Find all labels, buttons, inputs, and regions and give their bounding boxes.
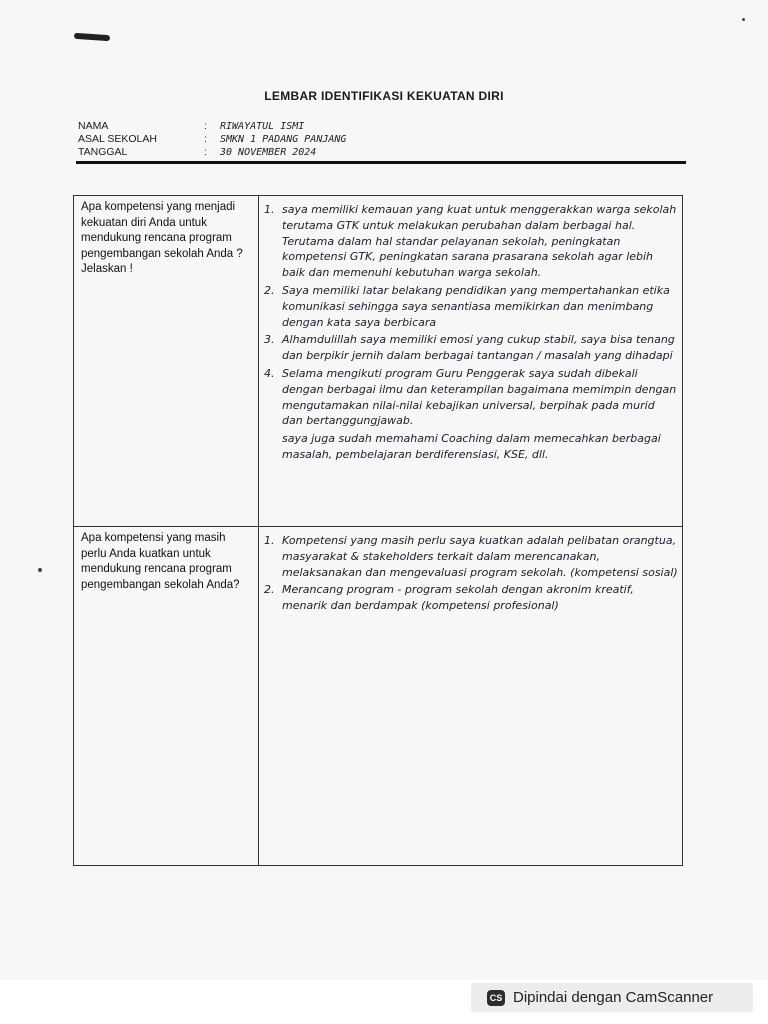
- row-divider: [74, 526, 682, 527]
- list-item: [264, 582, 678, 614]
- competency-table: [73, 195, 683, 866]
- additional-note: saya juga sudah memahami Coaching dalam memecahkan berbagai masalah, pembelajaran berdiferensiasi, KSE, dll.: [282, 432, 661, 461]
- item-text: Alhamdulillah saya memiliki emosi yang cukup stabil, saya bisa tenang dan berpikir jernih dalam berbagai tantangan / masalah yang dihadapi: [282, 333, 675, 363]
- list-item: [264, 283, 678, 330]
- item-text: Selama mengikuti program Guru Penggerak saya sudah dibekali dengan berbagai ilmu dan keterampilan bagaimana memimpin dengan mengutamakan nilai-nilai kebajikan universal, berpihak pada murid dan bertanggungjawab.: [282, 366, 677, 428]
- field-row-name: [78, 120, 346, 133]
- question-strengths: Apa kompetensi yang menjadi kekuatan diri Anda untuk mendukung rencana program pengembangan sekolah Anda ? Jelaskan !: [81, 201, 243, 275]
- item-text: Saya memiliki latar belakang pendidikan yang mempertahankan etika komunikasi sehingga saya senantiasa memikirkan dan menimbang dengan kata saya berbicara: [282, 283, 670, 329]
- scan-speck: [742, 18, 745, 21]
- item-number: 2.: [264, 283, 275, 297]
- field-label: NAMA: [78, 120, 109, 132]
- item-number: 2.: [264, 583, 275, 597]
- field-row-date: [78, 146, 346, 159]
- list-item: [264, 533, 678, 580]
- question-improvements: Apa kompetensi yang masih perlu Anda kuatkan untuk mendukung rencana program pengembangan sekolah Anda?: [81, 532, 240, 591]
- field-value-name: RIWAYATUL ISMI: [220, 121, 305, 132]
- answer-improvements: [264, 533, 678, 616]
- field-label: ASAL SEKOLAH: [78, 133, 157, 145]
- scan-speck: [38, 568, 42, 572]
- field-label: TANGGAL: [78, 146, 128, 158]
- field-colon: :: [204, 133, 207, 145]
- list-item: [264, 332, 678, 364]
- identity-block: [78, 120, 346, 159]
- field-colon: :: [204, 146, 207, 158]
- item-number: 1.: [264, 203, 275, 216]
- field-row-school: [78, 133, 346, 146]
- column-divider: [258, 196, 259, 865]
- item-text: saya memiliki kemauan yang kuat untuk menggerakkan warga sekolah terutama GTK untuk melakukan perubahan dalam berbagai hal. Terutama dalam hal standar pelayanan sekolah, peningkatan kompetensi GTK, peningkatan sarana prasarana sekolah agar lebih baik dan memenuhi kebutuhan warga sekolah.: [282, 203, 677, 280]
- list-item: [264, 202, 678, 281]
- list-item: [264, 366, 678, 429]
- staple-mark: [74, 33, 110, 41]
- document-title: LEMBAR IDENTIFIKASI KEKUATAN DIRI: [264, 89, 504, 103]
- item-number: 1.: [264, 534, 275, 547]
- item-text: Kompetensi yang masih perlu saya kuatkan adalah pelibatan orangtua, masyarakat & stakeholders terkait dalam merencanakan, melaksanakan dan mengevaluasi program sekolah. (kompetensi sosial): [282, 534, 678, 579]
- item-number: 4.: [264, 366, 275, 380]
- camscanner-logo-icon: CS: [487, 990, 505, 1006]
- field-colon: :: [204, 120, 207, 132]
- answer-strengths: [264, 202, 678, 463]
- watermark-text: Dipindai dengan CamScanner: [513, 989, 714, 1006]
- field-value-school: SMKN 1 PADANG PANJANG: [220, 134, 347, 145]
- header-divider: [76, 161, 686, 164]
- camscanner-watermark: [471, 983, 753, 1012]
- item-number: 3.: [264, 333, 275, 347]
- item-text: Merancang program - program sekolah dengan akronim kreatif, menarik dan berdampak (kompetensi profesional): [282, 583, 634, 613]
- field-value-date: 30 NOVEMBER 2024: [220, 147, 317, 158]
